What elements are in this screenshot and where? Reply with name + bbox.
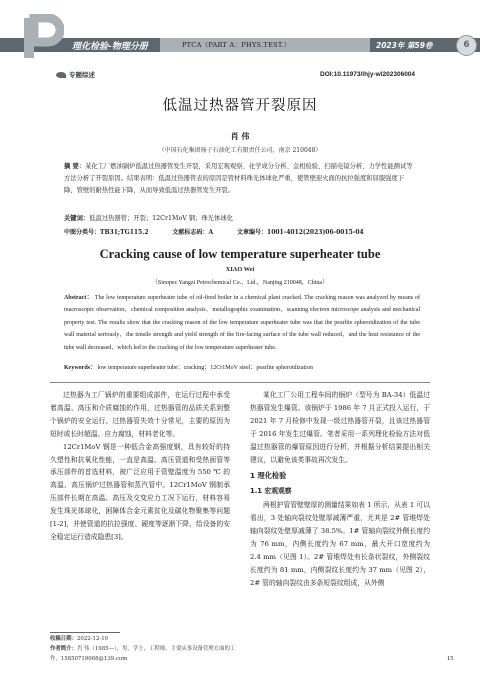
keywords-cn (64, 213, 416, 222)
column-label (56, 70, 95, 79)
section-heading: 1 理化检验 (250, 471, 287, 481)
column-text: 专题综述 (69, 71, 95, 79)
body-left-column (50, 389, 230, 544)
footnote-author: 作者简介：肖 伟（1985—），男，学士，工程师，主要从事设备管理方面的工作，15850719068@139.com (50, 646, 236, 662)
abstract-label-en: Abstract： (64, 295, 94, 301)
column-marker-icon (56, 72, 66, 78)
footnote-received: 收稿日期：2022-12-10 (50, 636, 109, 642)
volume-info: 2023年 第59卷 (376, 41, 433, 50)
journal-en-name: PTCA（PART A：PHYS.TEST.） (182, 41, 291, 49)
author-cn: 肖 伟 (230, 132, 250, 141)
paragraph: 某化工厂公用工程车间的锅炉（型号为 BA-34）低温过热器管发生爆管。该锅炉于 1986 年 7 月正式投入运行，于 2021 年 7 月检修中发现一级过热器管开裂，且该过热器管于 2016 年发生过爆管。笔者采用一系列理化检验方法对低温过热器管的爆管原因进行分析，并根据分析结果提出相关建议，以避免该类事故再次发生。 (250, 391, 430, 464)
abstract-en (64, 292, 420, 354)
doi: DOI:10.11973/lhjy-wl202306004 (320, 71, 416, 78)
keywords-label-en: Keywords： (64, 365, 96, 371)
section-divider (50, 382, 430, 383)
keywords-text-en: low temperature superheater tube；cracking；12Cr1MoV steel；pearlite spheroidization (97, 365, 313, 371)
classification-row (64, 227, 416, 236)
journal-name: 理化检验-物理分册 (72, 42, 148, 52)
footnote-divider (50, 632, 120, 633)
document-code: 文献标志码：A (172, 229, 214, 236)
title-en: Cracking cause of low temperature superheater tube (99, 247, 381, 261)
journal-logo-icon (18, 14, 64, 60)
abstract-label-cn: 摘 要： (64, 163, 86, 170)
keywords-text-cn: 低温过热器管；开裂；12Cr1MoV 钢；珠光体球化 (89, 215, 233, 222)
author-en: XIAO Wei (225, 266, 255, 273)
subsection-heading: 1.1 宏观观察 (250, 487, 292, 496)
paragraph: 过热器为工厂锅炉的重要组成部件，在运行过程中承受着高温、高压和介质腐蚀的作用，过热器管的品质关系到整个锅炉的安全运行。过热器管失效十分常见，主要的原因为短时或长时超温、应力腐蚀，材料老化等。 (50, 391, 230, 438)
issue-badge: 6 (456, 35, 477, 56)
page-number: 15 (447, 655, 454, 662)
affiliation-cn: （中国石化集团扬子石油化工有限责任公司，南京 210048） (158, 147, 322, 154)
title-cn: 低温过热器管开裂原因 (162, 98, 318, 114)
paragraph: 两根护管管壁壁厚的测量结果如表 1 所示，从表 1 可以看出，3 处轴向裂纹处壁厚减薄严重，尤其是 2# 管堆焊处轴向裂纹处壁厚减薄了 38.5%。1# 管轴向裂纹外侧长度约为 76 mm，内侧长度约为 67 mm，最大开口宽度约为 2.4 mm（见图 1）。2# 管堆焊处有长条状裂纹，外侧裂纹长度约为 81 mm，内侧裂纹长度约为 37 mm（见图 2），2# 管的轴向裂纹由多条短裂纹组成，从外侧 (250, 501, 430, 587)
abstract-text-en: The low temperature superheater tube of oil-fired boiler in a chemical plant cracked. The cracking reason was analyzed by means of macroscopic observation，chemical composition analysis，metallographic examination，scanning electron microscope analysis and mechanical property test. The results show that the cracking reason of the low temperature superheater tube was that the pearlite spheroidization of the tube wall material seriously，the tensile strength and yield strength of the fire-facing surface of the tube wall reduced，and the heat resistance of the tube wall decreased，which led to the cracking of the low temperature superheater tube. (64, 295, 421, 351)
paragraph: 12Cr1MoV 钢是一种低合金高强度钢，具有较好的持久塑性和抗氧化性能，一直是高温、高压管道和受热面管等承压部件的首选材料，被广泛应用于管壁温度为 550 ℃ 的高温、高压锅炉过热器管和蒸汽管中。12Cr1MoV 钢制承压部件长期在高温、高压及交变应力工况下运行，材料容易发生珠光体球化，困障体合金元素贫化及碳化物聚集等问题[1-2]，并使管道的抗拉强度、硬度等逐渐下降，给设备的安全稳定运行造成隐患[3]。 (50, 442, 230, 541)
clc-number: 中图分类号：TB31;TG115.2 (64, 229, 149, 236)
keywords-label-cn: 关键词： (64, 215, 90, 222)
keywords-en (64, 362, 424, 371)
body-right-column (250, 389, 430, 590)
abstract-cn (64, 161, 416, 198)
abstract-text-cn: 某化工厂燃油锅炉低温过热器管发生开裂，采用宏观观察、化学成分分析、金相检验、扫描电镜分析、力学性能测试等方法分析了开裂原因。结果表明：低温过热器管表的原因是管材料珠光体球化严重，使管壁迎火面的抗拉强度和屈服强度下降，管壁的耐热性能下降，从而导致低温过热器管发生开裂。 (64, 163, 413, 195)
affiliation-en: （Sinopec Yangzi Petrochemical Co.，Ltd.，Nanjing 210048，China） (151, 280, 329, 286)
article-number: 文章编号：1001-4012(2023)06-0015-04 (237, 229, 364, 236)
